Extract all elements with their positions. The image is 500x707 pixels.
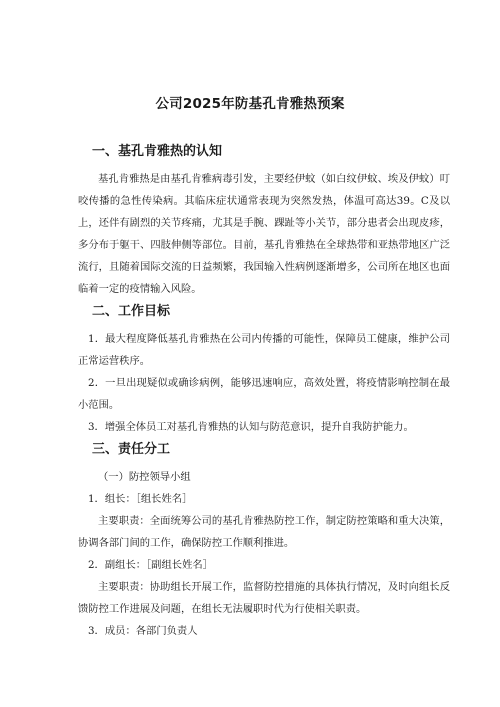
deputy-duty: 主要职责：协助组长开展工作，监督防控措施的具体执行情况，及时向组长反馈防控工作进展及问题，在组长无法履职时代为行使相关职责。 [78,581,450,615]
leader-duty: 主要职责：全面统筹公司的基孔肯雅热防控工作，制定防控策略和重大决策，协调各部门间的工作，确保防控工作顺利推进。 [78,515,450,549]
section-heading-awareness: 一、基孔肯雅热的认知 [92,144,223,159]
document-title: 公司2025年防基孔肯雅热预案 [155,96,345,112]
document-body [78,140,450,642]
section-heading-goals: 二、工作目标 [92,304,171,319]
goal-item-2: 2．一旦出现疑似或确诊病例，能够迅速响应，高效处置，将疫情影响控制在最小范围。 [78,377,450,411]
leader-line: 1．组长：［组长姓名］ [88,493,193,505]
deputy-line: 2．副组长：［副组长姓名］ [88,559,213,571]
section-heading-responsibilities: 三、责任分工 [92,442,171,457]
members-line: 3．成员：各部门负责人 [88,625,198,637]
goal-item-3: 3．增强全体员工对基孔肯雅热的认知与防范意识，提升自我防护能力。 [88,421,414,433]
goal-item-1: 1．最大程度降低基孔肯雅热在公司内传播的可能性，保障员工健康，维护公司正常运营秩序。 [78,333,450,367]
awareness-paragraph: 基孔肯雅热是由基孔肯雅病毒引发，主要经伊蚊（如白纹伊蚊、埃及伊蚊）叮咬传播的急性传染病。其临床症状通常表现为突然发热，体温可高达39。C及以上，还伴有剧烈的关节疼痛，尤其是手腕、踝趾等小关节，部分患者会出现皮疹，多分布于躯干、四肢伸侧等部位。目前，基孔肯雅热在全球热带和亚热带地区广泛流行，且随着国际交流的日益频繁，我国输入性病例逐渐增多，公司所在地区也面临着一定的疫情输入风险。 [78,173,450,295]
subheading-leadership-group: （一）防控领导小组 [98,471,191,483]
